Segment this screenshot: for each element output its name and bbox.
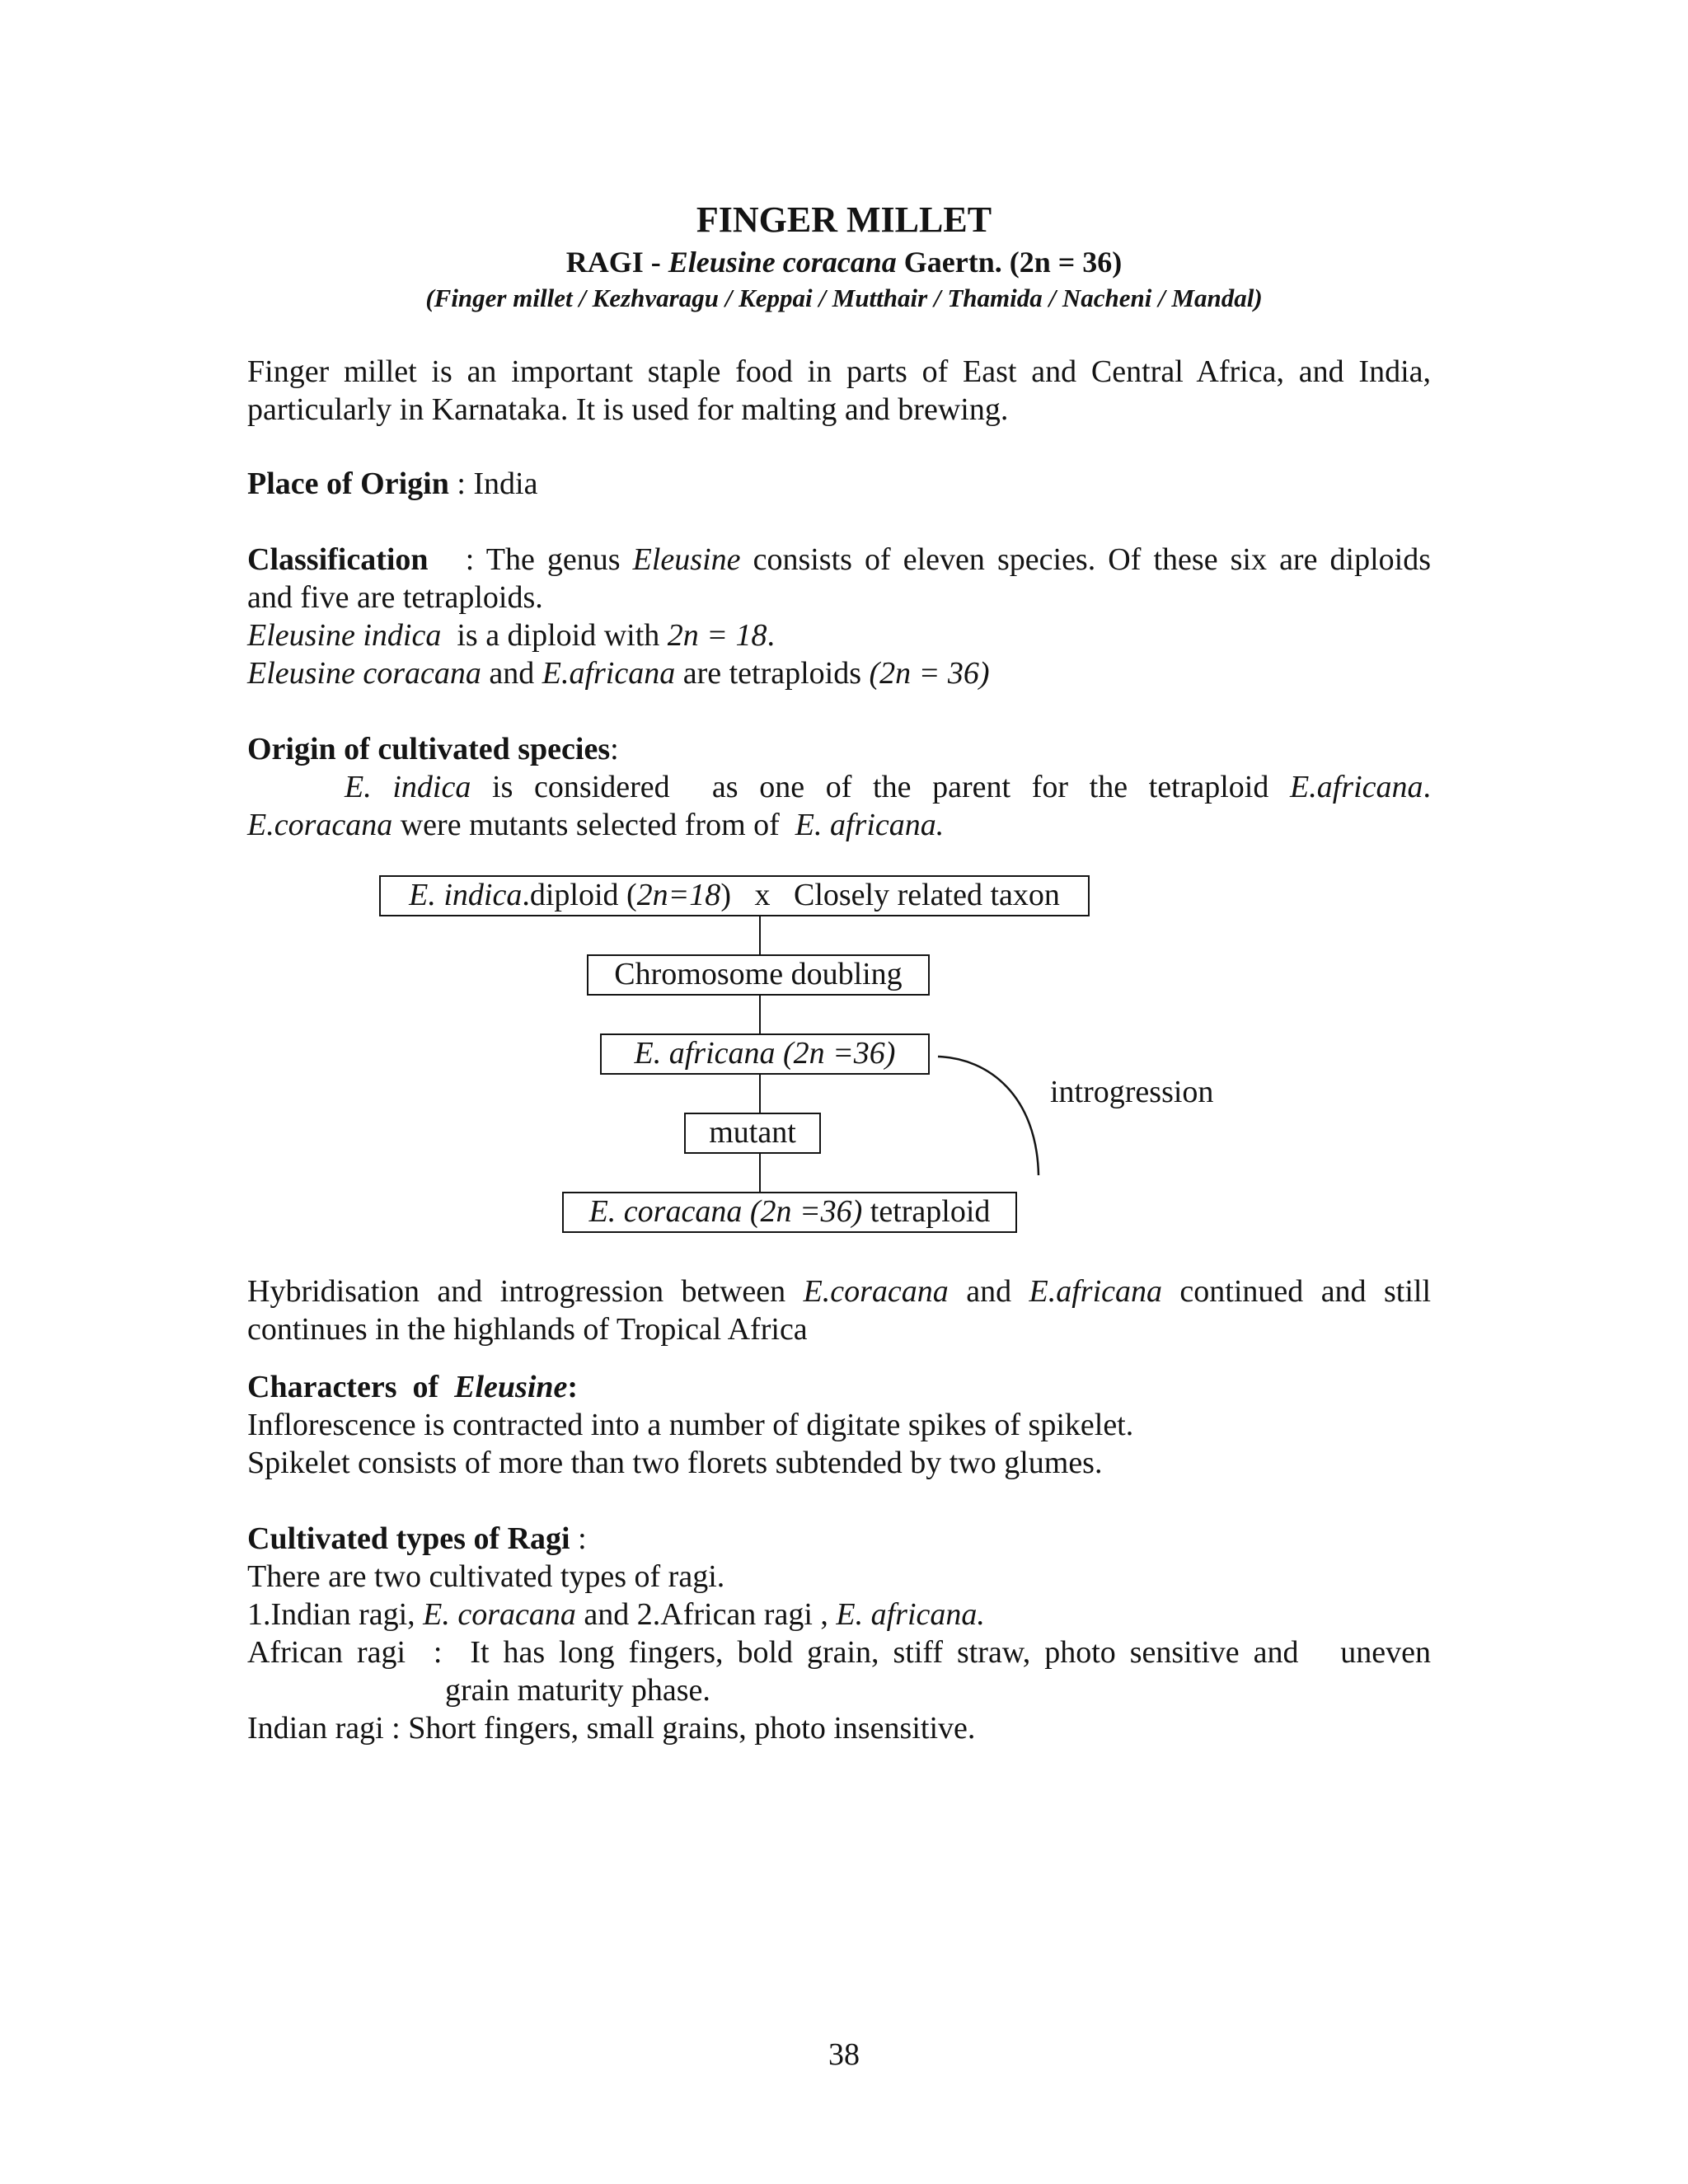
common-names: (Finger millet / Kezhvaragu / Keppai / Mutthair / Thamida / Nacheni / Mandal) [425, 284, 1263, 312]
african-ragi-line-1: African ragi : It has long fingers, bold grain, stiff straw, photo sensitive and uneven [247, 1635, 1431, 1670]
hyb-text-a: Hybridisation and introgression between [247, 1274, 804, 1309]
page-subtitle [0, 244, 1688, 280]
origin-value: : India [448, 466, 538, 501]
diagram-box-africana: E. africana (2n =36) [600, 1033, 930, 1075]
ploidy-indica: 2n = 18 [667, 618, 767, 653]
classification-l4-mid: are tetraploids [675, 656, 870, 691]
box5-text: tetraploid [862, 1194, 991, 1229]
classification-text-a: : The genus [428, 542, 633, 577]
subtitle-prefix: RAGI - [565, 246, 668, 279]
classification-l4-and: and [481, 656, 542, 691]
characters-line-1: Inflorescence is contracted into a number of digitate spikes of spikelet. [247, 1408, 1134, 1442]
diagram-box-doubling: Chromosome doubling [587, 954, 930, 996]
ct-text-a: 1.Indian ragi, [247, 1597, 424, 1632]
co-end-1: . [1423, 770, 1431, 804]
hyb-text-b: continued and still [1162, 1274, 1431, 1309]
characters-heading-text: Characters of [247, 1370, 455, 1404]
species-africana: E.africana [542, 656, 676, 691]
subtitle-suffix: Gaertn. (2n = 36) [896, 246, 1123, 279]
page-title: FINGER MILLET [696, 199, 992, 240]
introgression-label: introgression [1050, 1075, 1214, 1109]
african-ragi-line-2: grain maturity phase. [445, 1673, 710, 1708]
cultivated-types-line-1: There are two cultivated types of ragi. [247, 1559, 725, 1594]
classification-l3-mid: is a diploid with [441, 618, 668, 653]
classification-line-1 [247, 541, 1431, 579]
box5-species: E. coracana (2n =36) [588, 1194, 863, 1229]
cultivated-origin-heading [247, 730, 619, 768]
characters-line-2: Spikelet consists of more than two florets subtended by two glumes. [247, 1446, 1103, 1480]
intro-line-2: particularly in Karnataka. It is used for malting and brewing. [247, 392, 1009, 427]
intro-line-1: Finger millet is an important staple food in parts of East and Central Africa, and India, [247, 354, 1431, 389]
hyb-and: and [948, 1274, 1029, 1309]
characters-heading [247, 1368, 578, 1406]
indian-ragi-line: Indian ragi : Short fingers, small grains, photo insensitive. [247, 1711, 976, 1746]
classification-label: Classification [247, 542, 429, 577]
cultivated-origin-line-1 [345, 768, 1431, 806]
co-species-coracana: E.coracana [247, 808, 393, 842]
cultivated-origin-line-2 [247, 806, 944, 844]
cultivated-types-colon: : [570, 1521, 587, 1556]
co-species-africana: E.africana [1290, 770, 1423, 804]
co-text-1: is considered as one of the parent for the tetraploid [471, 770, 1291, 804]
hybridisation-line-1 [247, 1272, 1431, 1310]
diagram-box-parents [379, 875, 1090, 916]
diagram-box-coracana [562, 1192, 1017, 1233]
introgression-arc [923, 1047, 1055, 1187]
ploidy-tetraploid: (2n = 36) [869, 656, 990, 691]
hybridisation-line-2: continues in the highlands of Tropical Africa [247, 1312, 808, 1347]
classification-line-4 [247, 654, 989, 692]
classification-l3-end: . [767, 618, 775, 653]
co-species-africana-2: E. africana. [795, 808, 945, 842]
origin-label: Place of Origin [247, 466, 449, 501]
co-text-2: were mutants selected from of [392, 808, 795, 842]
ct-species-africana: E. africana. [836, 1597, 985, 1632]
classification-line-2: and five are tetraploids. [247, 580, 543, 615]
characters-genus: Eleusine [454, 1370, 568, 1404]
species-coracana: Eleusine coracana [247, 656, 481, 691]
cultivated-origin-colon: : [610, 732, 619, 766]
species-indica: Eleusine indica [247, 618, 442, 653]
co-species-indica: E. indica [345, 770, 471, 804]
hyb-species-africana: E.africana [1029, 1274, 1162, 1309]
ct-text-b: and 2.African ragi , [575, 1597, 837, 1632]
box1-ploidy: 2n=18 [636, 878, 721, 912]
page-number: 38 [828, 2037, 860, 2072]
cultivated-origin-label: Origin of cultivated species [247, 732, 611, 766]
characters-colon: : [567, 1370, 579, 1404]
box1-text-b: ) x Closely related taxon [720, 878, 1060, 912]
place-of-origin [247, 465, 537, 503]
subtitle-species: Eleusine coracana [668, 246, 897, 279]
cultivated-types-label: Cultivated types of Ragi [247, 1521, 570, 1556]
box1-text-a: .diploid ( [522, 878, 637, 912]
ct-species-coracana: E. coracana [423, 1597, 576, 1632]
cultivated-types-heading [247, 1520, 587, 1558]
classification-text-b: consists of eleven species. Of these six are diploids [740, 542, 1431, 577]
cultivated-types-line-2 [247, 1596, 985, 1633]
diagram-box-mutant: mutant [684, 1113, 821, 1154]
hyb-species-coracana: E.coracana [803, 1274, 949, 1309]
classification-line-3 [247, 616, 775, 654]
box1-species: E. indica [409, 878, 523, 912]
classification-genus: Eleusine [632, 542, 741, 577]
